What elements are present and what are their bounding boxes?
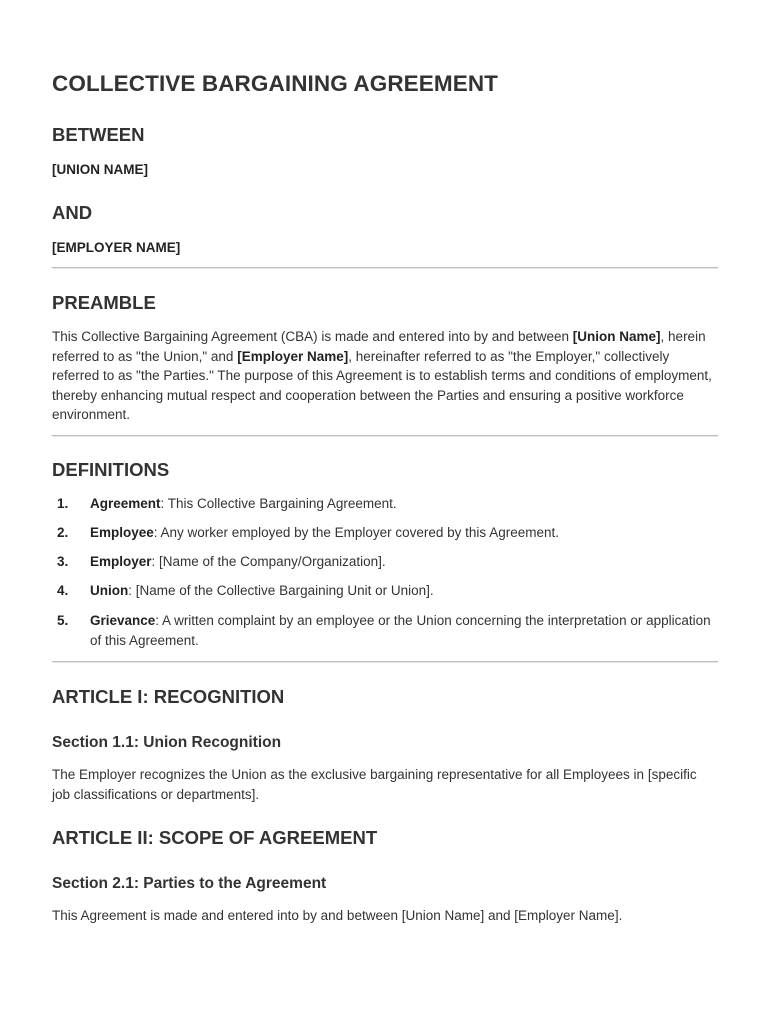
definition-term: Agreement xyxy=(90,496,161,511)
preamble-text-part: , hereinafter referred to as "the Employer," collectively referred to as "the Parties." The purpose of this Agreement is to establish terms and conditions of employment, thereby enhancing mutual respect and cooperation between the Parties and ensuring a positive workforce environment. xyxy=(52,348,712,423)
preamble-text-part: , herein referred to as "the Union," and xyxy=(52,329,706,364)
definition-body xyxy=(90,581,718,601)
and-heading: AND xyxy=(52,202,93,223)
union-name: [UNION NAME] xyxy=(52,162,148,177)
divider xyxy=(52,661,718,662)
definition-text: : Any worker employed by the Employer covered by this Agreement. xyxy=(153,525,559,540)
definition-text: : A written complaint by an employee or the Union concerning the interpretation or application of this Agreement. xyxy=(90,613,711,648)
section-1-1-heading: Section 1.1: Union Recognition xyxy=(52,734,282,751)
definition-text: : [Name of the Company/Organization]. xyxy=(151,554,386,569)
definition-body xyxy=(90,494,718,514)
article-1-heading: ARTICLE I: RECOGNITION xyxy=(52,686,285,707)
preamble-employer-name: [Employer Name] xyxy=(237,348,349,364)
definition-term: Employer xyxy=(90,554,152,569)
definitions-heading: DEFINITIONS xyxy=(52,459,170,480)
preamble-text xyxy=(52,327,718,425)
definition-number: 1. xyxy=(57,496,69,511)
section-2-1-text: This Agreement is made and entered into by and between [Union Name] and [Employer Name]. xyxy=(52,908,623,923)
section-2-1-heading: Section 2.1: Parties to the Agreement xyxy=(52,875,327,892)
divider xyxy=(52,267,718,268)
definition-number: 5. xyxy=(57,613,69,628)
section-1-1-text: The Employer recognizes the Union as the exclusive bargaining representative for all Employees in [specific job classifications or departments]. xyxy=(52,767,697,802)
employer-name: [EMPLOYER NAME] xyxy=(52,240,181,255)
definition-text: : This Collective Bargaining Agreement. xyxy=(160,496,397,511)
preamble-heading: PREAMBLE xyxy=(52,292,156,313)
definition-body xyxy=(90,611,718,650)
definition-text: : [Name of the Collective Bargaining Unit or Union]. xyxy=(128,583,434,598)
preamble-union-name: [Union Name] xyxy=(572,329,661,344)
divider xyxy=(52,435,718,436)
definition-term: Employee xyxy=(90,525,154,540)
definition-number: 2. xyxy=(57,525,69,540)
definition-term: Grievance xyxy=(90,613,156,628)
document-title: COLLECTIVE BARGAINING AGREEMENT xyxy=(52,71,499,96)
definition-body xyxy=(90,523,718,543)
between-heading: BETWEEN xyxy=(52,124,145,145)
definition-body xyxy=(90,552,718,572)
definition-term: Union xyxy=(90,583,129,598)
definition-number: 4. xyxy=(57,583,69,598)
article-2-heading: ARTICLE II: SCOPE OF AGREEMENT xyxy=(52,827,378,848)
definition-number: 3. xyxy=(57,554,69,569)
preamble-text-part: This Collective Bargaining Agreement (CBA) is made and entered into by and between xyxy=(52,329,573,344)
